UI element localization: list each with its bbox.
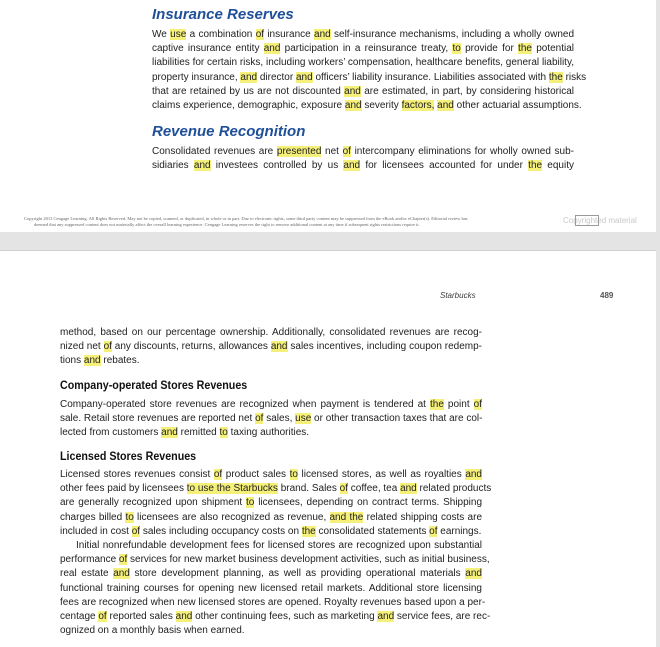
text-run: Licensed stores revenues consist — [60, 469, 214, 480]
text-run: charges billed — [60, 511, 126, 523]
text-run: rebates. — [100, 355, 140, 367]
text-line — [152, 145, 574, 159]
text-run: severity — [361, 100, 402, 112]
text-run: officers’ liability insurance. Liabilities associated with — [312, 71, 549, 83]
text-run: performance — [60, 554, 119, 566]
highlighted-text: of — [429, 525, 438, 537]
text-run: method, based on our percentage ownership. Additionally, consolidated revenues are recog- — [60, 327, 482, 338]
highlighted-text: to — [246, 497, 255, 509]
text-run: sales including occupancy costs on — [140, 525, 302, 537]
text-run: related shipping costs are — [363, 511, 483, 523]
highlighted-text: to — [289, 469, 298, 480]
highlighted-text: of — [473, 399, 482, 410]
text-run: for licensees accounted for under — [360, 160, 529, 172]
text-line — [152, 56, 574, 70]
text-line — [60, 596, 486, 610]
text-line — [152, 85, 574, 99]
text-line — [152, 28, 574, 42]
highlighted-text: and — [263, 43, 281, 55]
text-run: sales, — [263, 413, 296, 425]
text-run: insurance — [264, 29, 315, 40]
text-line — [60, 354, 482, 368]
selection-box — [575, 215, 599, 226]
text-run: investees controlled by us — [210, 160, 344, 172]
page-number: 489 — [600, 291, 614, 300]
highlighted-text: of — [339, 483, 348, 495]
copyright-line: Copyright 2013 Cengage Learning. All Rights Reserved. May not be copied, scanned, or duplicated, in whole or in part. Due to electronic rights, some third party content may be suppressed from the eBook and/or eChapter(s). Editorial review has — [24, 216, 468, 221]
highlighted-text: use — [170, 29, 187, 40]
highlighted-text: and — [295, 71, 313, 83]
continuation-paragraph — [60, 326, 482, 369]
highlighted-text: and — [175, 611, 193, 623]
text-run: remitted — [177, 427, 220, 439]
text-line — [60, 326, 482, 340]
highlighted-text: and — [437, 100, 454, 112]
company-operated-heading: Company-operated Stores Revenues — [60, 380, 248, 392]
text-run: are generally recognized upon shipment — [60, 497, 247, 509]
highlighted-text: of — [255, 29, 265, 40]
copyright-notice — [24, 216, 618, 228]
text-run: sales incentives, including coupon redemp- — [287, 341, 482, 353]
highlighted-text: and — [270, 341, 288, 353]
highlighted-text: of — [98, 611, 107, 623]
text-run: property insurance, — [152, 71, 241, 83]
text-run: any discounts, returns, allowances — [111, 341, 271, 353]
text-run: related products — [416, 483, 492, 495]
text-run: self-insurance mechanisms, including a wholly owned — [330, 29, 575, 40]
text-line — [60, 468, 482, 482]
revenue-recognition-heading: Revenue Recognition — [152, 123, 306, 140]
text-run: provide for — [460, 43, 519, 55]
highlighted-text: and — [465, 568, 482, 580]
highlighted-text: and — [161, 427, 178, 439]
copyrighted-material-watermark: Copyrighted material — [563, 216, 637, 225]
text-run: real estate — [60, 568, 114, 580]
text-run: a combination — [186, 29, 256, 40]
text-line — [152, 71, 587, 85]
highlighted-text: the — [301, 525, 316, 537]
highlighted-text: and — [465, 469, 482, 480]
text-run: sale. Retail store revenues are reported net — [60, 413, 256, 425]
text-run: fees are recognized when new licensed stores are opened. Royalty revenues based upon a per- — [60, 596, 486, 608]
text-run: included in cost — [60, 525, 132, 537]
text-run: sidiaries — [152, 160, 194, 172]
highlighted-text: the — [548, 71, 563, 83]
text-run: participation in a reinsurance treaty, — [280, 43, 453, 55]
text-line — [60, 426, 482, 440]
highlighted-text: and — [314, 29, 331, 40]
highlighted-text: presented — [276, 146, 322, 157]
text-run: brand. Sales — [277, 483, 340, 495]
licensed-stores-heading: Licensed Stores Revenues — [60, 451, 197, 463]
highlighted-text: and — [343, 160, 361, 172]
text-run: net — [321, 146, 343, 157]
text-line — [60, 412, 482, 426]
highlighted-text: use — [295, 413, 312, 425]
text-run: Initial nonrefundable development fees for licensed stores are recognized upon substantial — [76, 540, 482, 552]
highlighted-text: of — [118, 554, 128, 566]
text-run: claims experience, demographic, exposure — [152, 100, 345, 112]
text-run: intercompany eliminations for wholly owned sub- — [350, 146, 574, 157]
text-run: lected from customers — [60, 427, 162, 439]
revenue-recognition-paragraph — [152, 145, 574, 173]
highlighted-text: factors, — [401, 100, 435, 112]
highlighted-text: and the — [329, 511, 364, 523]
highlighted-text: and — [113, 568, 130, 580]
text-run: nized net — [60, 341, 104, 353]
highlighted-text: to — [125, 511, 134, 523]
highlighted-text: of — [213, 469, 223, 480]
highlighted-text: and — [377, 611, 395, 623]
text-line — [60, 525, 482, 539]
text-run: We — [152, 29, 171, 40]
highlighted-text: the — [528, 160, 543, 172]
text-run: point — [443, 399, 474, 410]
text-run: or other transaction taxes that are col- — [311, 413, 483, 425]
text-line — [60, 624, 482, 638]
highlighted-text: and — [193, 160, 211, 172]
copyright-line: deemed that any suppressed content does not materially affect the overall learning experience. Cengage Learning reserves the right to remove additional content at any time if subsequent rights restrictions require it. — [34, 222, 420, 227]
text-line — [60, 567, 482, 581]
highlighted-text: the — [429, 399, 444, 410]
text-run: risks — [562, 71, 587, 83]
text-run: Company-operated store revenues are recognized when payment is tendered at — [60, 399, 430, 410]
text-line — [60, 398, 482, 412]
text-run: captive insurance entity — [152, 43, 264, 55]
highlighted-text: to — [452, 43, 461, 55]
highlighted-text: of — [131, 525, 141, 537]
highlighted-text: to — [219, 427, 228, 439]
text-run: functional training courses for opening new licensed retail markets. Additional store licensing — [60, 582, 482, 594]
insurance-reserves-paragraph — [152, 28, 587, 113]
top-page — [0, 0, 656, 232]
text-line — [60, 553, 490, 567]
bottom-page — [0, 250, 656, 647]
text-run: equity — [542, 160, 574, 172]
text-run: store development planning, as well as providing operational materials — [129, 568, 466, 580]
text-run: director — [257, 71, 296, 83]
highlighted-text: and — [400, 483, 417, 495]
text-line — [152, 99, 582, 113]
text-run: licensees are also recognized as revenue, — [133, 511, 330, 523]
text-run: other fees paid by licensees — [60, 483, 187, 495]
highlighted-text: the — [518, 43, 532, 55]
highlighted-text: and — [240, 71, 258, 83]
highlighted-text: and — [83, 355, 101, 367]
text-run: Consolidated revenues are — [152, 146, 277, 157]
text-line — [60, 511, 482, 525]
text-run: taxing authorities. — [227, 427, 310, 439]
text-run: potential — [531, 43, 575, 55]
highlighted-text: and — [344, 100, 362, 112]
text-line — [60, 482, 492, 496]
highlighted-text: and — [344, 85, 361, 97]
text-line — [60, 539, 482, 553]
running-head: Starbucks — [440, 291, 476, 300]
text-line — [152, 159, 574, 173]
text-run: other actuarial assumptions. — [453, 100, 582, 112]
text-run: licensed stores, as well as royalties — [297, 469, 466, 480]
highlighted-text: of — [103, 341, 112, 353]
text-run: earnings. — [437, 525, 482, 537]
text-run: centage — [60, 611, 99, 623]
text-line — [60, 496, 482, 510]
company-operated-paragraph — [60, 398, 482, 441]
text-run: other continuing fees, such as marketing — [192, 611, 378, 623]
text-line — [60, 582, 482, 596]
text-run: reported sales — [106, 611, 176, 623]
text-run: consolidated statements — [315, 525, 430, 537]
text-run: services for new market business development activities, such as initial business, — [127, 554, 490, 566]
text-line — [60, 340, 482, 354]
licensed-stores-paragraph — [60, 468, 492, 638]
text-line — [152, 42, 574, 56]
highlighted-text: to use the Starbucks — [186, 483, 278, 495]
text-run: service fees, are rec- — [394, 611, 491, 623]
highlighted-text: of — [255, 413, 264, 425]
insurance-reserves-heading: Insurance Reserves — [152, 6, 294, 23]
text-line — [60, 610, 491, 624]
text-run: licensees, depending on contract terms. Shipping — [254, 497, 483, 509]
text-run: tions — [60, 355, 84, 367]
text-run: ognized on a monthly basis when earned. — [60, 625, 245, 637]
text-run: product sales — [222, 469, 290, 480]
highlighted-text: of — [342, 146, 351, 157]
text-run: coffee, tea — [347, 483, 401, 495]
text-run: liabilities for certain risks, including workers’ compensation, healthcare benefits, general liability, — [152, 57, 574, 69]
text-run: that are retained by us are not discounted — [152, 85, 345, 97]
text-run: are estimated, in part, by considering historical — [360, 85, 575, 97]
